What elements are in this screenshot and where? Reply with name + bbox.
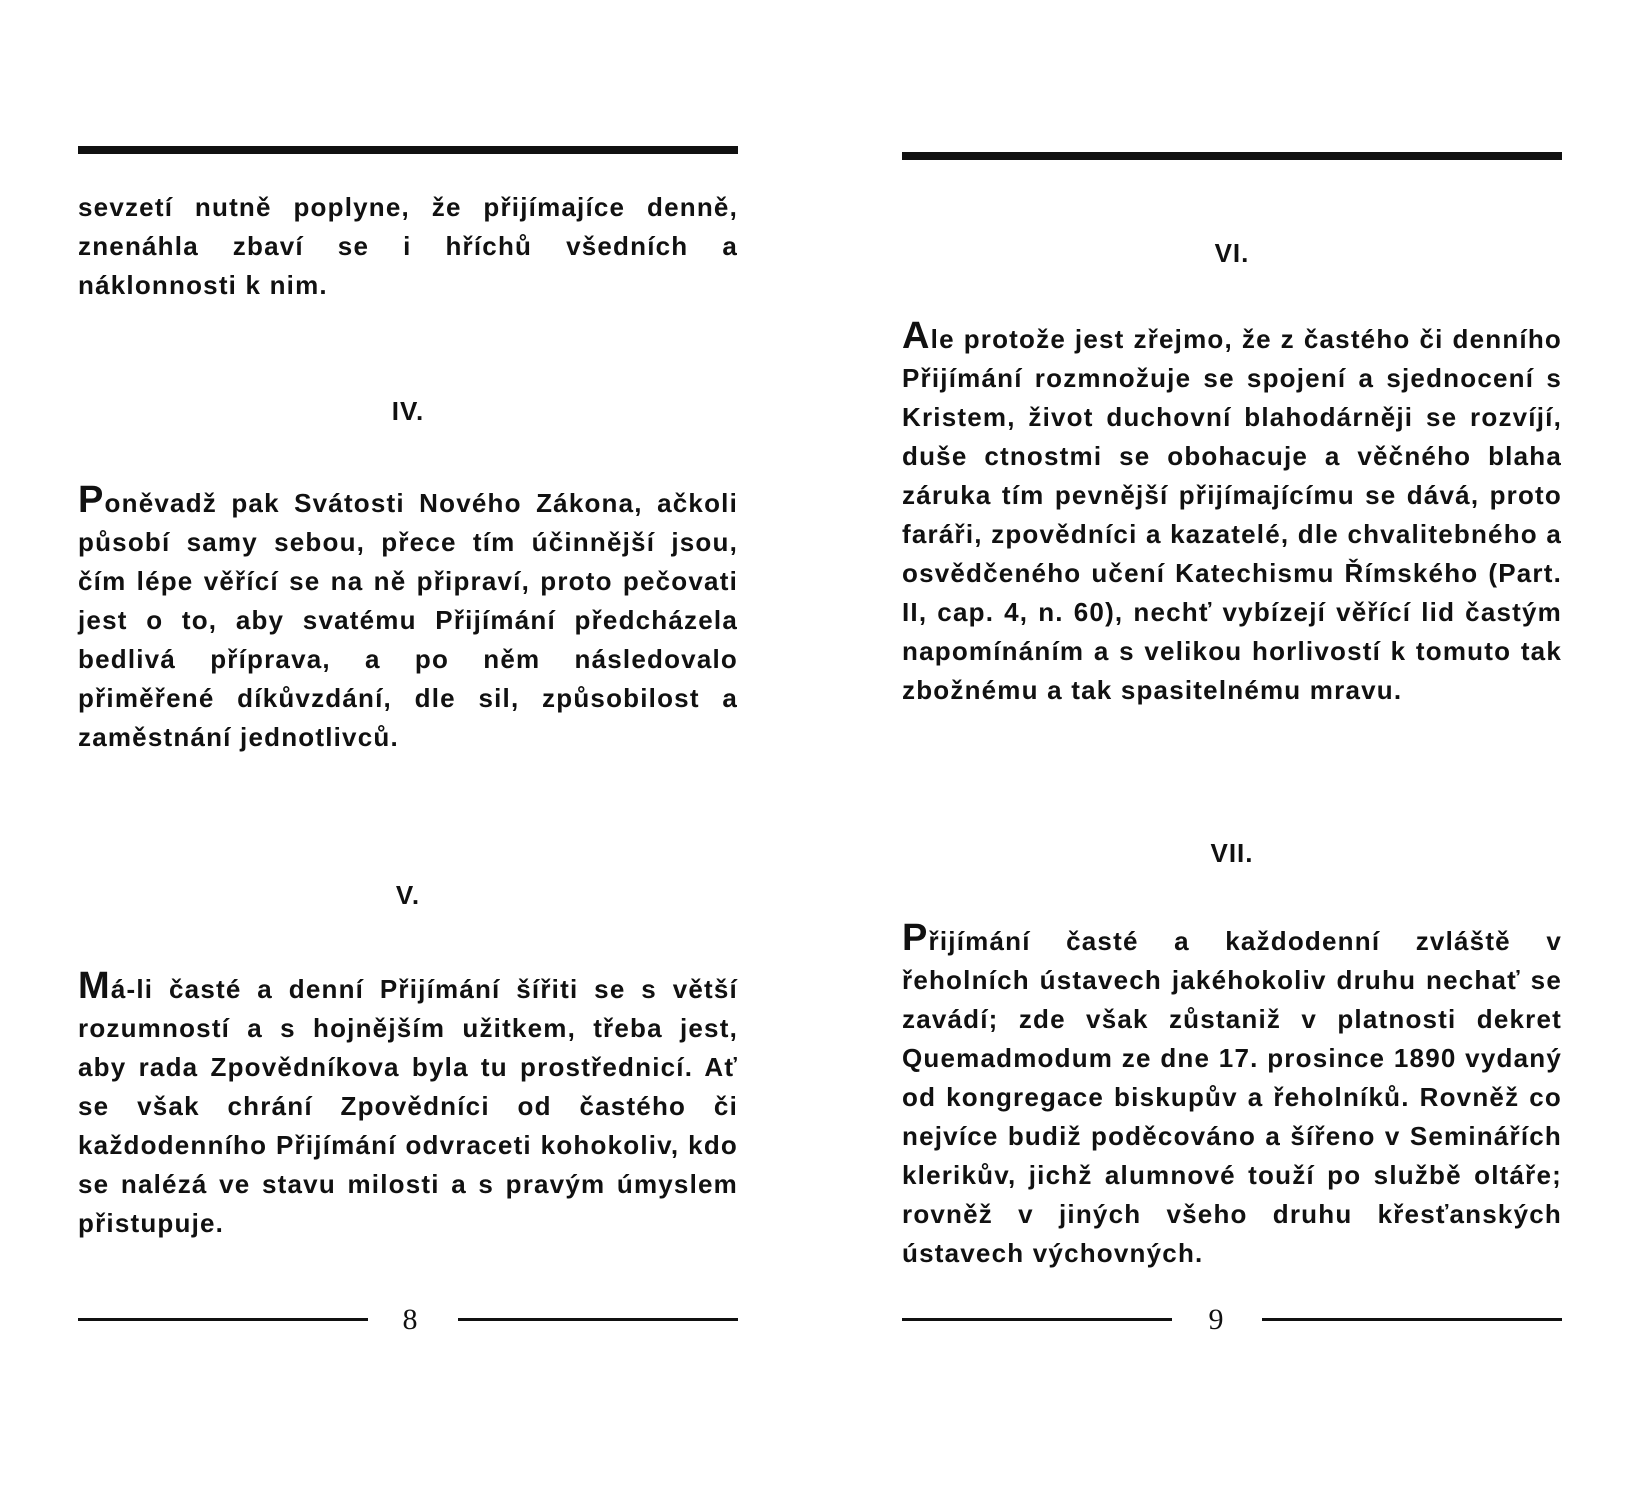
page-footer [902, 1300, 1562, 1340]
section-iv-paragraph [78, 479, 738, 757]
section-numeral-vii: VII. [1210, 838, 1254, 868]
footer-rule-left [78, 1318, 368, 1321]
page-number: 9 [1208, 1303, 1224, 1336]
drop-initial: P [902, 917, 929, 959]
footer-rule-right [458, 1318, 738, 1321]
left-page [78, 0, 738, 1500]
section-iv-text: oněvadž pak Svátosti Nového Zákona, ačkoli působí samy sebou, přece tím účinnější jsou, čím lépe věřící se na ně připraví, proto pečovati jest o to, aby svatému Přijímání předcházela bedlivá příprava, a po něm následovalo přiměřené díkůvzdání, dle sil, způsobilost a zaměstnání jednotlivců. [78, 488, 738, 752]
top-rule [78, 146, 738, 154]
section-vi-text: le protože jest zřejmo, že z častého či denního Přijímání rozmnožuje se spojení a sjednocení s Kristem, život duchovní blahodárněji se rozvíjí, duše ctnostmi se obohacuje a věčného blaha záruka tím pevnější přijímajícímu se dává, proto faráři, zpovědníci a kazatelé, dle chvalitebného a osvědčeného učení Katechismu Římského (Part. II, cap. 4, n. 60), nechť vybízejí věřící lid častým napomínáním a s velikou horlivostí k tomuto tak zbožnému a tak spasitelnému mravu. [902, 324, 1562, 705]
top-rule [902, 152, 1562, 160]
section-vi-paragraph [902, 315, 1562, 710]
section-numeral-v: V. [395, 880, 421, 910]
page-number: 8 [402, 1303, 418, 1336]
section-v-paragraph [78, 965, 738, 1243]
right-page [902, 0, 1562, 1500]
drop-initial: P [78, 479, 105, 521]
section-vii-text: řijímání časté a každodenní zvláště v řeholních ústavech jakéhokoliv druhu nechať se zavádí; zde však zůstaniž v platnosti dekret Quemadmodum ze dne 17. prosince 1890 vydaný od kongregace biskupův a řeholníků. Rovněž co nejvíce budiž poděcováno a šířeno v Seminářích klerikův, jichž alumnové touží po službě oltáře; rovněž v jiných všeho druhu křesťanských ústavech výchovných. [902, 926, 1562, 1268]
drop-initial: A [902, 315, 931, 357]
section-numeral-vi: VI. [1214, 238, 1250, 268]
footer-rule-left [902, 1318, 1172, 1321]
section-vii-paragraph [902, 917, 1562, 1273]
section-v-text: á-li časté a denní Přijímání šířiti se s větší rozumností a s hojnějším užitkem, třeba jest, aby rada Zpovědníkova byla tu prostřednicí. Ať se však chrání Zpovědníci od častého či každodenního Přijímání odvraceti kohokoliv, kdo se nalézá ve stavu milosti a s pravým úmyslem přistupuje. [78, 974, 738, 1238]
carry-over-paragraph: sevzetí nutně poplyne, že přijímajíce denně, znenáhla zbaví se i hříchů všedních a náklonnosti k nim. [78, 192, 738, 300]
section-numeral-iv: IV. [391, 396, 425, 426]
footer-rule-right [1262, 1318, 1562, 1321]
drop-initial: M [78, 965, 111, 1007]
page-footer [78, 1300, 738, 1340]
